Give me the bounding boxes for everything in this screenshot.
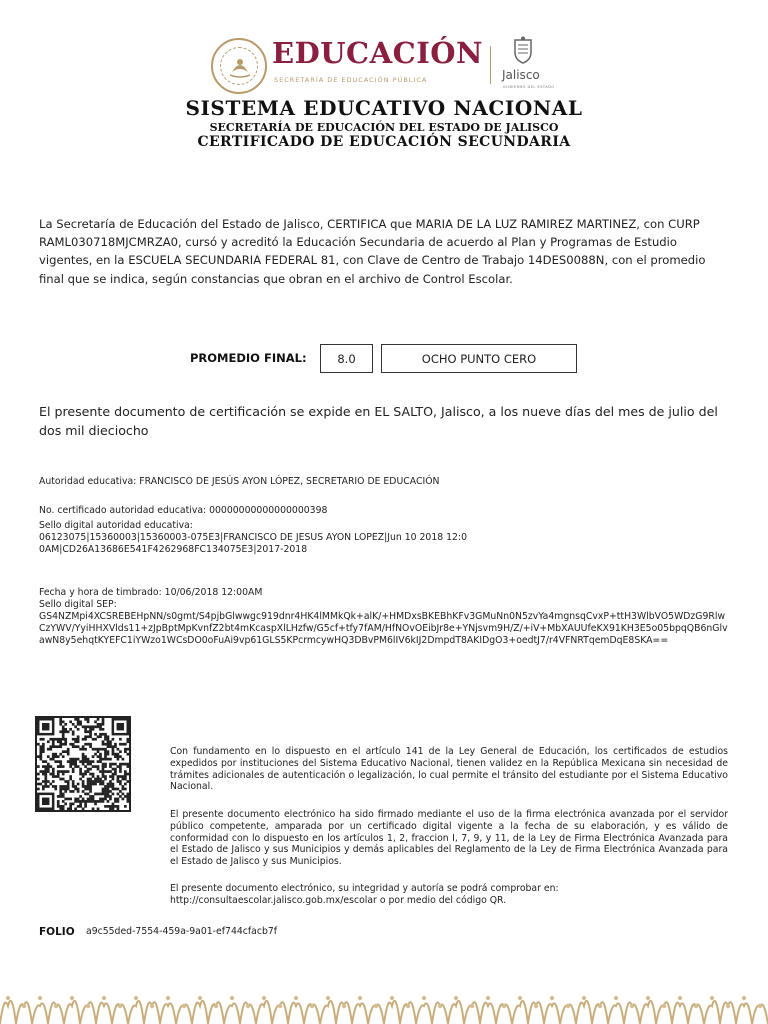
authority-cert-number: No. certificado autoridad educativa: 00000000000000000398 bbox=[39, 505, 328, 516]
system-title: SISTEMA EDUCATIVO NACIONAL bbox=[185, 96, 583, 120]
secretariat-title: SECRETARÍA DE EDUCACIÓN DEL ESTADO DE JALISCO bbox=[209, 121, 559, 134]
folio-value: a9c55ded-7554-459a-9a01-ef744cfacb7f bbox=[86, 926, 278, 937]
legal-paragraph-verify bbox=[170, 883, 728, 907]
legal-paragraph-signature: El presente documento electrónico ha sido firmado mediante el uso de la firma electrónica avanzada por el servidor público competente, amparada por un certificado digital vigente a la fecha de su elaboración, y es válido de conformidad con lo dispuesto en los artículos 1, 2, fraccion I, 7, 9, y 11, de la Ley de Firma Electrónica Avanzada para el Estado de Jalisco y sus Municipios y demás aplicables del Reglamento de la Ley de Firma Electrónica Avanzada para el Estado de Jalisco y sus Municipios. bbox=[170, 809, 728, 868]
authority-seal-value: 06123075|15360003|15360003-075E3|FRANCISCO DE JESUS AYON LOPEZ|Jun 10 2018 12:00AM|CD26A13686E541F4262968FC134075E3|2017-2018 bbox=[39, 532, 467, 555]
state-name: Jalisco bbox=[502, 68, 540, 82]
eagle-emblem-icon bbox=[226, 52, 254, 80]
authority-seal-label: Sello digital autoridad educativa: bbox=[39, 520, 193, 531]
folio-label: FOLIO bbox=[39, 926, 75, 938]
average-words-box bbox=[381, 344, 577, 373]
average-number: 8.0 bbox=[337, 351, 356, 366]
qr-code-pattern bbox=[37, 718, 129, 810]
logo-divider bbox=[490, 46, 491, 84]
brand-title: EDUCACIÓN bbox=[272, 36, 484, 70]
decorative-border-pattern bbox=[0, 984, 768, 1024]
average-label: PROMEDIO FINAL: bbox=[190, 351, 307, 365]
issue-statement: El presente documento de certificación se expide en EL SALTO, Jalisco, a los nueve días del mes de julio del dos mil dieciocho bbox=[39, 404, 718, 438]
jalisco-shield-icon bbox=[512, 36, 534, 64]
legal-paragraph-validity: Con fundamento en lo dispuesto en el artículo 141 de la Ley General de Educación, los certificados de estudios expedidos por instituciones del Sistema Educativo Nacional, tienen validez en la República Mexicana sin necesidad de trámites adicionales de autenticación o legalización, lo cual permite el tránsito del estudiante por el Sistema Educativo Nacional. bbox=[170, 746, 728, 793]
verify-text: El presente documento electrónico, su integridad y autoría se podrá comprobar en: bbox=[170, 883, 559, 894]
sep-seal-value: GS4NZMpi4XCSREBEHpNN/s0gmt/S4pjbGlwwgc919dnr4HK4lMMkQk+alK/+HMDxsBKEBhKFv3GMuNn0N5zvYa4mgnsqCvxP+ttH3WlbVO5WDzG9RlwCzYWV/YyiHHXVlds11+zJpBptMpKvnfZ2bt4mKcaspXlLHzfw/G5cf+tfy7fAM/HfNOvOEibJr8e+YNjsvm9H/Z/+iV+MbXAUUfeKX91KH3E5o05bpqQB6nGlvawN8y5ehqtKYEFC1iYWzo1WCsDO0oFuAi9vp61GLS5KPcrmcywHQ3DBvPM6lIV6kIJ2DmpdT8AKIDgO3+oedtJ7/r4VFNRTqemDqE8SKA== bbox=[39, 611, 728, 646]
state-tagline: GOBIERNO DEL ESTADO bbox=[503, 85, 555, 89]
average-number-box bbox=[320, 344, 373, 373]
sep-seal-label: Sello digital SEP: bbox=[39, 599, 117, 610]
authority-line: Autoridad educativa: FRANCISCO DE JESÚS AYON LÓPEZ, SECRETARIO DE EDUCACIÓN bbox=[39, 476, 440, 487]
certificate-title: CERTIFICADO DE EDUCACIÓN SECUNDARIA bbox=[197, 134, 571, 150]
stamp-timestamp: Fecha y hora de timbrado: 10/06/2018 12:00AM bbox=[39, 587, 263, 598]
certification-paragraph: La Secretaría de Educación del Estado de Jalisco, CERTIFICA que MARIA DE LA LUZ RAMIREZ MARTINEZ, con CURP RAML030718MJCMRZA0, cursó y acreditó la Educación Secundaria de acuerdo al Plan y Programas de Estudio vigentes, en la ESCUELA SECUNDARIA FEDERAL 81, con Clave de Centro de Trabajo 14DES0088N, con el promedio final que se indica, según constancias que obran en el archivo de Control Escolar. bbox=[39, 217, 706, 286]
average-words: OCHO PUNTO CERO bbox=[421, 351, 537, 366]
brand-subtitle: SECRETARÍA DE EDUCACIÓN PÚBLICA bbox=[274, 76, 428, 84]
verify-url[interactable]: http://consultaescolar.jalisco.gob.mx/escolar o por medio del código QR. bbox=[170, 894, 507, 906]
qr-code-icon[interactable] bbox=[35, 716, 131, 812]
